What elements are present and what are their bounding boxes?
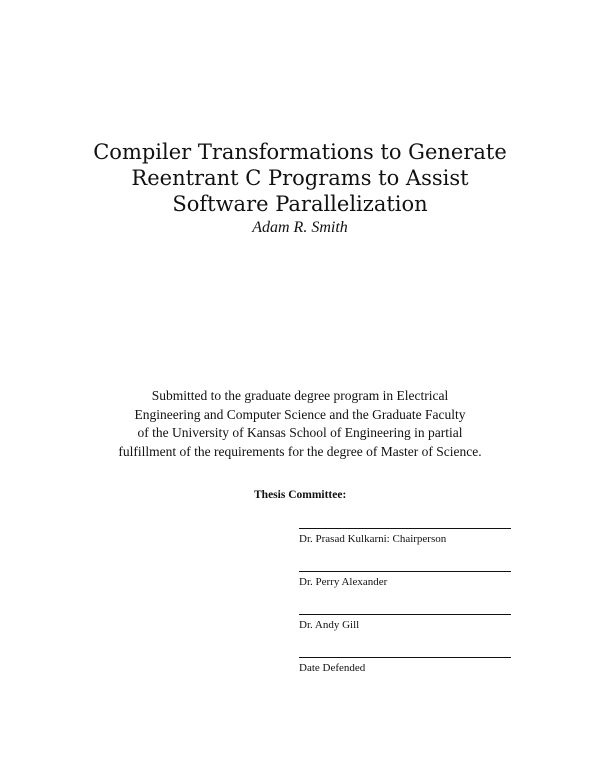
title-line-3: Software Parallelization — [172, 192, 428, 216]
signature-label: Dr. Andy Gill — [299, 619, 360, 631]
author-name: Adam R. Smith — [252, 219, 348, 236]
signature-block-member-2 — [299, 614, 511, 631]
signature-label: Dr. Prasad Kulkarni: Chairperson — [299, 533, 447, 545]
signature-line — [299, 571, 511, 572]
submission-line-3: of the University of Kansas School of Engineering in partial — [137, 425, 463, 440]
signature-label: Date Defended — [299, 662, 366, 674]
committee-label: Thesis Committee: — [254, 489, 347, 501]
signature-label: Dr. Perry Alexander — [299, 576, 388, 588]
submission-line-2: Engineering and Computer Science and the Graduate Faculty — [134, 406, 466, 422]
signature-line — [299, 528, 511, 529]
signature-block-date — [299, 657, 511, 674]
submission-line-4: fulfillment of the requirements for the degree of Master of Science. — [118, 443, 482, 459]
signature-block-chair — [299, 528, 511, 545]
submission-line-1: Submitted to the graduate degree program in Electrical — [151, 388, 449, 403]
title-line-1: Compiler Transformations to Generate — [93, 140, 507, 164]
title-line-2: Reentrant C Programs to Assist — [131, 166, 469, 190]
signature-line — [299, 614, 511, 615]
signature-block-member-1 — [299, 571, 511, 588]
signature-line — [299, 657, 511, 658]
thesis-title — [60, 139, 540, 217]
submission-statement — [60, 387, 540, 461]
